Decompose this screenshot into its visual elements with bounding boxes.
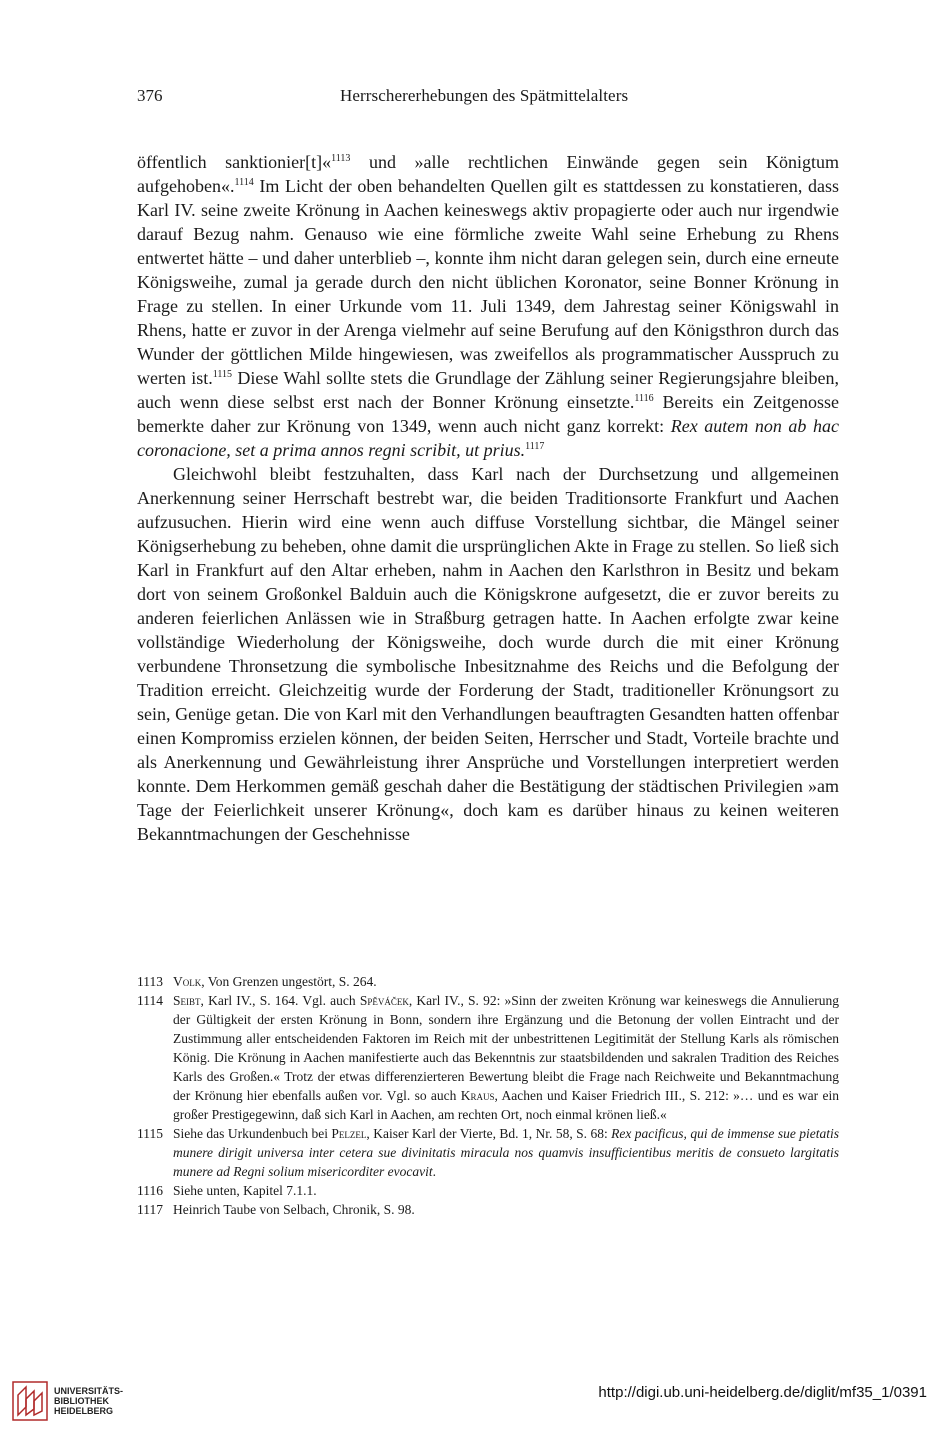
text-span: Diese Wahl sollte stets die Grundlage der Zählung seiner Regierungsjahre bleiben, auch wenn diese selbst erst nach der Bonner Krönung einsetzte. — [137, 368, 839, 412]
library-logo[interactable] — [12, 1377, 152, 1425]
latin-quote: Rex autem non ab hac coronacione, set a prima annos regni scribit, ut prius. — [137, 416, 839, 460]
logo-line: HEIDELBERG — [54, 1406, 114, 1416]
text-span: . — [432, 1164, 436, 1179]
text-span: Siehe das Urkundenbuch bei — [173, 1126, 332, 1141]
logo-line: BIBLIOTHEK — [54, 1396, 109, 1406]
footnote-text: Heinrich Taube von Selbach, Chronik, S. 98. — [173, 1202, 415, 1217]
footnote-ref-1115[interactable]: 1115 — [212, 369, 233, 380]
text-span: und »alle rechtlichen Einwände gegen sein Königtum aufgehoben«. — [137, 152, 839, 196]
text-span: öffentlich sanktionier[t]« — [137, 152, 332, 172]
author-name: Volk — [173, 974, 202, 989]
body-text — [137, 150, 839, 846]
footnote-number: 1114 — [137, 993, 163, 1008]
library-logo-icon — [12, 1381, 48, 1421]
running-title: Herrschererhebungen des Spätmittelalters — [340, 86, 629, 105]
text-span: , Karl IV., S. 92: »Sinn der zweiten Krönung war keineswegs die Annulierung der Gültigkeit der ersten Krönung in Bonn, sondern ihre Ergänzung und die Betonung der vollen Eintracht und der Zustimmung aller entscheidenden Faktoren im Reich mit der unbestrittenen Legitimität der Stellung Karls als römischen König. Die Krönung in Aachen manifestierte auch das Bekenntnis zur staatsbildenden und sakralen Tradition des Reiches Karls des Großen.« Trotz der etwas differenzierteren Bewertung bleibt die Frage nach Reichweite und Bekanntmachung der Krönung hier ebenfalls außen vor. Vgl. so auch — [173, 993, 839, 1103]
footnote-number: 1115 — [137, 1126, 163, 1141]
footnote-ref-1113[interactable]: 1113 — [331, 153, 351, 164]
footnote-ref-1117[interactable]: 1117 — [525, 441, 545, 452]
logo-text — [54, 1386, 123, 1416]
footnote-1116 — [137, 1181, 839, 1200]
author-name: Pelzel — [331, 1126, 367, 1141]
page-number: 376 — [137, 86, 163, 105]
footnotes — [137, 972, 839, 1219]
footnote-1114 — [137, 991, 839, 1124]
footnote-text — [173, 991, 839, 1124]
footnote-text — [173, 972, 839, 991]
footnote-number: 1117 — [137, 1202, 163, 1217]
source-url-link[interactable]: http://digi.ub.uni-heidelberg.de/diglit/mf35_1/0391 — [598, 1384, 927, 1401]
author-name: Seibt — [173, 993, 201, 1008]
text-span: , Karl IV., S. 164. Vgl. auch — [200, 993, 360, 1008]
footnote-ref-1114[interactable]: 1114 — [234, 177, 254, 188]
footnote-1113 — [137, 972, 839, 991]
footnote-text — [173, 1124, 839, 1181]
text-span: Im Licht der oben behandelten Quellen gilt es stattdessen zu konstatieren, dass Karl IV. seine zweite Krönung in Aachen keineswegs aktiv propagierte oder auch nur irgendwie darauf Bezug nahm. Genauso wie eine förmliche zweite Wahl seine Erhebung zu Rhens entwertet hätte – und daher unterblieb –, konnte ihm nicht daran gelegen sein, durch eine erneute Königsweihe, zumal ja gerade durch den nicht üblichen Koronator, seine Bonner Krönung in Frage zu stellen. In einer Urkunde vom 11. Juli 1349, dem Jahrestag seiner Königswahl in Rhens, hatte er zuvor in der Arenga vielmehr auf seine Berufung auf den Königsthron durch das Wunder der göttlichen Milde hingewiesen, was zweifellos als programmatischer Ausspruch zu werten ist. — [137, 176, 839, 388]
text-span: , Kaiser Karl der Vierte, Bd. 1, Nr. 58, S. 68: — [366, 1126, 612, 1141]
latin-quote: Rex pacificus, qui de immense sue pietatis munere dirigit universa inter cetera sue divinitatis miracula nos quamvis insufficientibus meritis de consueto largitatis munere ad Regni solium misericorditer evocavit — [173, 1126, 839, 1179]
footnote-text: Siehe unten, Kapitel 7.1.1. — [173, 1183, 317, 1198]
logo-line: UNIVERSITÄTS- — [54, 1386, 124, 1396]
footnote-1117 — [137, 1200, 839, 1219]
paragraph-1 — [137, 150, 839, 462]
text-span: , Von Grenzen ungestört, S. 264. — [201, 974, 377, 989]
author-name: Spěváček — [359, 993, 409, 1008]
footnote-number: 1116 — [137, 1183, 163, 1198]
footnote-1115 — [137, 1124, 839, 1181]
author-name: Kraus — [460, 1088, 495, 1103]
text-span: Bereits ein Zeitgenosse bemerkte daher zur Krönung von 1349, wenn auch nicht ganz korrekt: — [137, 392, 839, 436]
footnote-ref-1116[interactable]: 1116 — [634, 393, 654, 404]
text-span: , Aachen und Kaiser Friedrich III., S. 212: »… und es war ein großer Prestigegewinn, daß sich Karl in Aachen, am rechten Ort, noch einmal krönen ließ.« — [173, 1088, 839, 1122]
footnote-number: 1113 — [137, 974, 163, 989]
paragraph-2: Gleichwohl bleibt festzuhalten, dass Karl nach der Durchsetzung und allgemeinen Anerkennung seiner Herrschaft bestrebt war, die beiden Traditionsorte Frankfurt und Aachen aufzusuchen. Hierin wird eine wenn auch diffuse Vorstellung sichtbar, die Mängel seiner Königserhebung zu beheben, ohne damit die ursprünglichen Akte in Frage zu stellen. So ließ sich Karl in Frankfurt auf den Altar erheben, nahm in Aachen den Karlsthron in Besitz und bekam dort von seinem Großonkel Balduin auch die Königskrone aufgesetzt, die er zuvor bereits zu anderen feierlichen Anlässen wie in Straßburg getragen hatte. In Aachen erfolgte zwar keine vollständige Wiederholung der Königsweihe, doch wurde durch die mit einer Krönung verbundene Thronsetzung die symbolische Inbesitznahme des Reichs und die Befolgung der Tradition erreicht. Gleichzeitig wurde der Forderung der Stadt, traditioneller Krönungsort zu sein, Genüge getan. Die von Karl mit den Verhandlungen beauftragten Gesandten hatten offenbar einen Kompromiss erzielen können, der beiden Seiten, Herrscher und Stadt, Vorteile brachte und als Anerkennung und Gewährleistung ihrer Ansprüche und Vorstellungen interpretiert werden konnte. Dem Herkommen gemäß geschah daher die Bestätigung der städtischen Privilegien »am Tage der Feierlichkeit unserer Krönung«, doch kam es darüber hinaus zu keinen weiteren Bekanntmachungen der Geschehnisse — [137, 464, 839, 844]
